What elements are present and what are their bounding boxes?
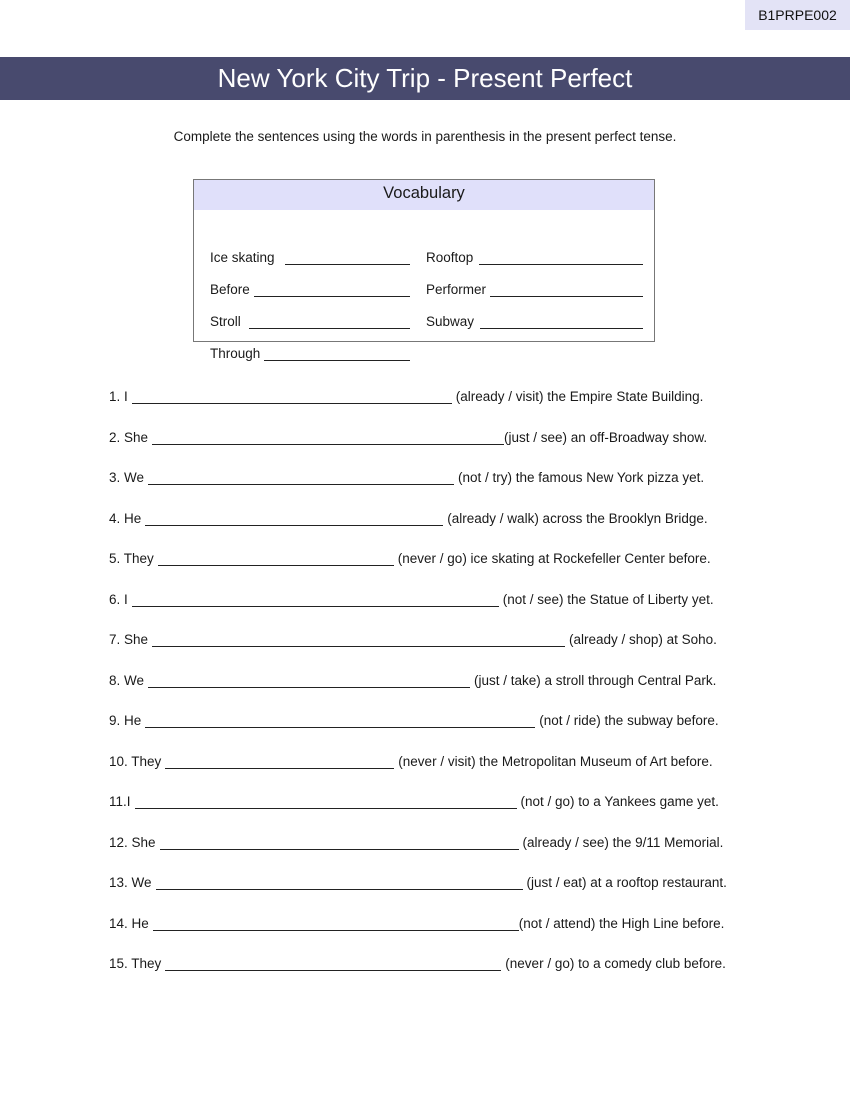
answer-blank[interactable] <box>165 754 394 769</box>
question-prompt: (already / visit) the Empire State Building. <box>455 389 704 404</box>
question-prompt: (already / shop) at Soho. <box>569 632 717 647</box>
answer-blank[interactable] <box>132 592 499 607</box>
answer-line[interactable] <box>490 282 643 297</box>
vocab-word: Ice skating <box>210 250 275 265</box>
question-item <box>109 548 711 566</box>
vocab-item <box>210 309 410 329</box>
question-prompt: (already / walk) across the Brooklyn Bridge. <box>447 510 708 526</box>
question-prompt: (not / ride) the subway before. <box>539 713 719 728</box>
question-subject: 9. He <box>109 713 142 728</box>
answer-blank[interactable] <box>132 389 452 404</box>
question-subject: 15. They <box>109 956 162 971</box>
answer-blank[interactable] <box>156 875 523 890</box>
question-prompt: (not / attend) the High Line before. <box>518 915 725 931</box>
vocab-item <box>426 309 643 329</box>
question-prompt: (already / see) the 9/11 Memorial. <box>522 834 724 850</box>
vocab-word: Before <box>210 282 250 297</box>
instructions: Complete the sentences using the words in parenthesis in the present perfect tense. <box>173 129 677 144</box>
question-prompt: (not / try) the famous New York pizza yet. <box>458 470 705 485</box>
question-item <box>109 710 719 728</box>
question-subject: 10. They <box>109 753 162 769</box>
question-item <box>109 467 704 485</box>
question-subject: 8. We <box>109 672 145 688</box>
question-item <box>109 913 724 931</box>
vocabulary-heading: Vocabulary <box>194 180 654 210</box>
answer-blank[interactable] <box>152 632 565 647</box>
question-item <box>109 629 717 647</box>
question-item <box>109 508 708 526</box>
vocab-word: Through <box>210 346 261 361</box>
answer-blank[interactable] <box>152 430 504 445</box>
question-item <box>109 427 707 445</box>
question-subject: 14. He <box>109 915 149 931</box>
vocabulary-box <box>193 179 655 361</box>
answer-blank[interactable] <box>145 511 443 526</box>
vocab-word: Stroll <box>210 314 241 329</box>
question-item <box>109 791 719 809</box>
question-prompt: (not / see) the Statue of Liberty yet. <box>502 591 714 607</box>
answer-blank[interactable] <box>148 673 470 688</box>
question-item <box>109 872 727 890</box>
question-subject: 6. I <box>109 591 128 607</box>
vocab-word: Rooftop <box>426 250 474 265</box>
question-prompt: (never / go) ice skating at Rockefeller Center before. <box>397 551 711 566</box>
answer-line[interactable] <box>479 250 643 265</box>
answer-blank[interactable] <box>153 916 519 931</box>
question-subject: 13. We <box>109 875 152 890</box>
question-subject: 1. I <box>109 389 128 404</box>
question-prompt: (never / visit) the Metropolitan Museum of Art before. <box>398 753 713 769</box>
answer-blank[interactable] <box>158 551 394 566</box>
page-title: New York City Trip - Present Perfect <box>0 57 850 100</box>
question-subject: 7. She <box>109 632 149 647</box>
question-item <box>109 953 726 971</box>
worksheet-code: B1PRPE002 <box>745 0 850 30</box>
question-prompt: (never / go) to a comedy club before. <box>505 956 726 971</box>
question-item <box>109 670 716 688</box>
vocab-word: Subway <box>426 314 475 329</box>
question-item <box>109 832 723 850</box>
vocab-word: Performer <box>426 282 487 297</box>
vocab-item <box>426 277 643 297</box>
answer-blank[interactable] <box>165 956 501 971</box>
question-prompt: (just / take) a stroll through Central Park. <box>474 672 717 688</box>
answer-line[interactable] <box>285 250 410 265</box>
question-subject: 3. We <box>109 470 145 485</box>
question-subject: 5. They <box>109 551 154 566</box>
question-prompt: (just / see) an off-Broadway show. <box>504 429 708 445</box>
answer-blank[interactable] <box>148 470 454 485</box>
answer-blank[interactable] <box>160 835 519 850</box>
answer-line[interactable] <box>249 314 410 329</box>
question-prompt: (just / eat) at a rooftop restaurant. <box>526 875 727 890</box>
question-prompt: (not / go) to a Yankees game yet. <box>520 794 719 809</box>
answer-blank[interactable] <box>135 794 517 809</box>
question-item <box>109 751 713 769</box>
question-subject: 4. He <box>109 510 142 526</box>
answer-line[interactable] <box>264 346 410 361</box>
answer-line[interactable] <box>254 282 410 297</box>
answer-line[interactable] <box>480 314 643 329</box>
question-subject: 2. She <box>109 429 149 445</box>
vocab-item <box>210 277 410 297</box>
question-subject: 12. She <box>109 834 156 850</box>
vocab-item <box>210 245 410 265</box>
question-item <box>109 589 714 607</box>
vocab-item <box>210 341 410 361</box>
vocab-item <box>426 245 643 265</box>
question-subject: 11.I <box>109 794 131 809</box>
question-item <box>109 386 703 404</box>
answer-blank[interactable] <box>145 713 535 728</box>
